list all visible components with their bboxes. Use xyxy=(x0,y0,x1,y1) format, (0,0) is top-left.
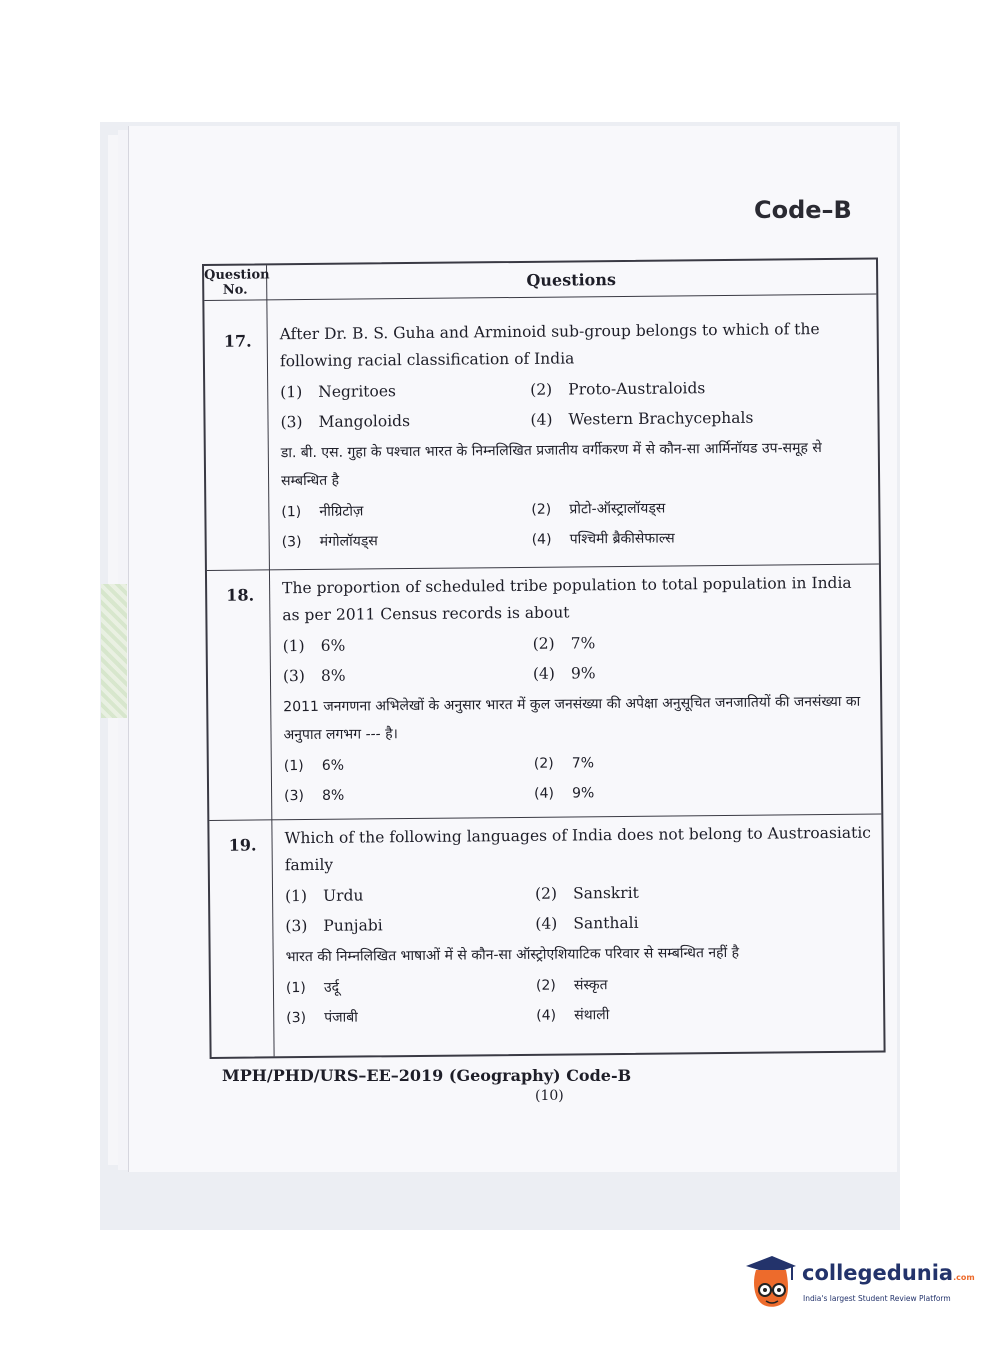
questions-table xyxy=(202,258,886,1059)
brand-name: collegedunia.com xyxy=(802,1261,975,1285)
page-number: (10) xyxy=(535,1088,564,1104)
option: (3) मंगोलॉयड्स xyxy=(281,533,378,551)
option: (3) Mangoloids xyxy=(280,412,411,432)
option: (1) 6% xyxy=(282,636,346,656)
option: (2) 7% xyxy=(533,755,595,772)
paper-code: Code–B xyxy=(754,196,852,224)
option: (3) पंजाबी xyxy=(286,1009,358,1027)
binding-tape xyxy=(101,584,127,718)
option: (4) Western Brachycephals xyxy=(530,408,754,429)
options-hindi xyxy=(284,746,876,812)
column-divider xyxy=(266,265,275,1056)
option: (4) पश्चिमी ब्रैकीसेफाल्स xyxy=(531,530,675,548)
question-text-hindi: भारत की निम्नलिखित भाषाओं में से कौन-सा ऑस्ट्रोएशियाटिक परिवार से सम्बन्धित नहीं है xyxy=(285,944,740,966)
option: (1) नीग्रिटोज़ xyxy=(281,503,364,521)
question-text-english: The proportion of scheduled tribe population to total population in India as per 2011 Census records is about xyxy=(282,573,852,625)
student-mascot-icon xyxy=(742,1252,798,1312)
option: (1) उर्दू xyxy=(285,979,340,997)
question-number: 18. xyxy=(226,585,255,605)
brand-tagline: India's largest Student Review Platform xyxy=(803,1294,951,1303)
option: (1) 6% xyxy=(283,757,345,775)
question-text-hindi: 2011 जनगणना अभिलेखों के अनुसार भारत में कुल जनसंख्या की अपेक्षा अनुसूचित जनजातियों की जनसंख्या का अनुपात लगभग --- है। xyxy=(283,693,861,744)
footer-title: MPH/PHD/URS–EE–2019 (Geography) Code-B xyxy=(222,1066,632,1085)
options-english xyxy=(283,626,875,692)
option: (3) 8% xyxy=(282,666,346,686)
column-header-questions: Questions xyxy=(526,270,617,290)
options-hindi xyxy=(286,968,878,1034)
option: (2) Sanskrit xyxy=(534,883,639,903)
option: (1) Negritoes xyxy=(280,382,397,402)
column-header-question-no: Question No. xyxy=(204,267,270,298)
option: (3) Punjabi xyxy=(285,916,383,936)
option: (1) Urdu xyxy=(284,886,364,906)
options-english xyxy=(285,876,877,942)
question-text-english: After Dr. B. S. Guha and Arminoid sub-group belongs to which of the following racial classification of India xyxy=(279,320,820,371)
option: (4) 9% xyxy=(532,664,596,683)
options-hindi xyxy=(281,492,873,558)
question-17 xyxy=(280,316,873,558)
option: (3) 8% xyxy=(284,787,345,805)
question-18 xyxy=(282,570,875,812)
question-19 xyxy=(284,820,877,1034)
options-english xyxy=(280,372,872,438)
question-number: 19. xyxy=(228,835,257,855)
option: (4) संथाली xyxy=(536,1007,610,1024)
option: (2) Proto-Australoids xyxy=(530,379,706,399)
option: (2) संस्कृत xyxy=(535,977,608,994)
question-text-english: Which of the following languages of India does not belong to Austroasiatic family xyxy=(284,823,872,875)
option: (2) प्रोटो-ऑस्ट्रालॉयड्स xyxy=(531,500,666,518)
option: (4) Santhali xyxy=(535,913,639,933)
question-text-hindi: डा. बी. एस. गुहा के पश्चात भारत के निम्नलिखित प्रजातीय वर्गीकरण में से कौन-सा आर्मिनॉयड उप-समूह से सम्बन्धित है xyxy=(280,440,822,490)
option: (4) 9% xyxy=(534,785,595,802)
header-rule xyxy=(204,294,876,301)
question-number: 17. xyxy=(223,331,252,351)
collegedunia-watermark xyxy=(742,1252,975,1322)
option: (2) 7% xyxy=(532,634,596,653)
